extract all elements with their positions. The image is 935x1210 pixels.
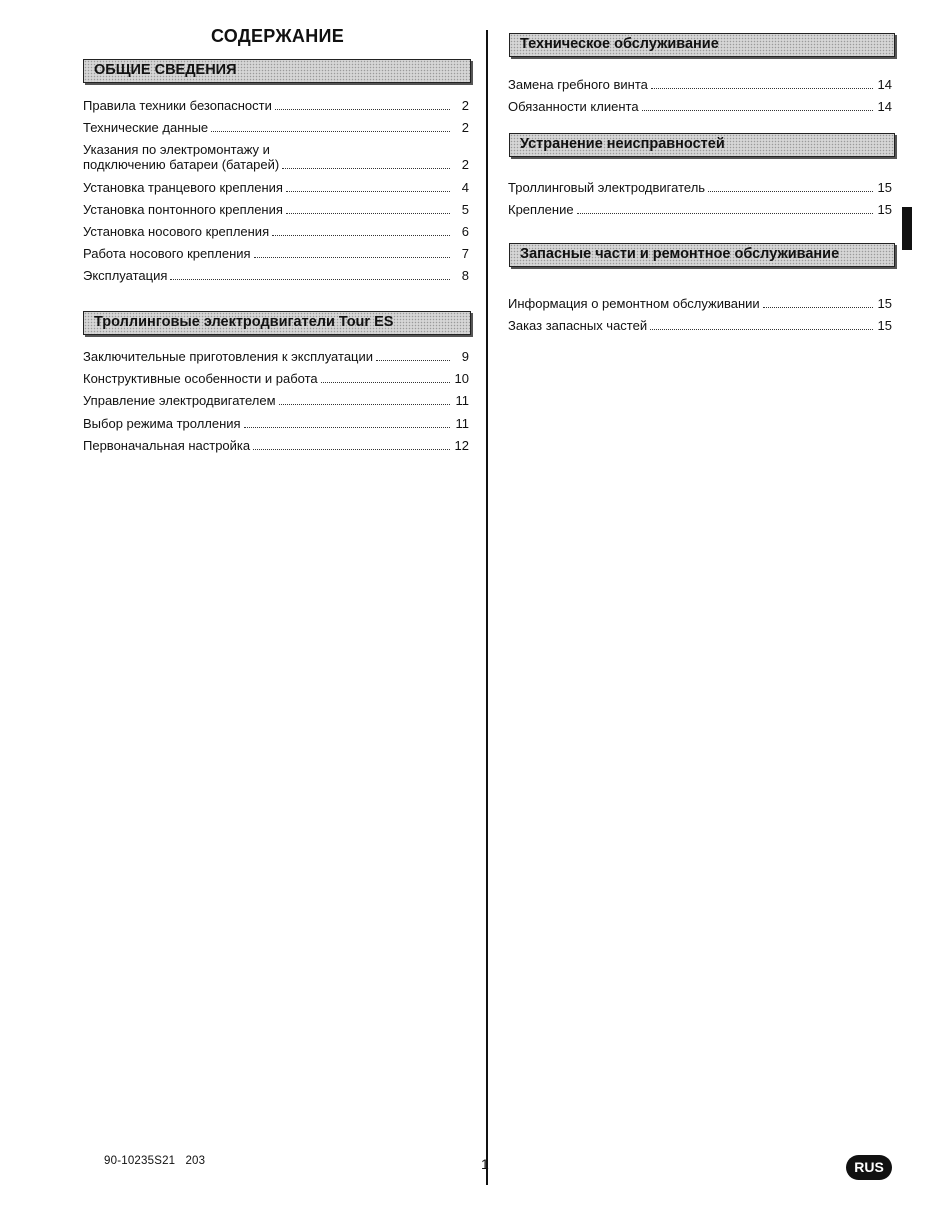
dot-leader bbox=[253, 448, 450, 450]
section-heading-label: Устранение неисправностей bbox=[520, 136, 725, 152]
section-heading-label: Техническое обслуживание bbox=[520, 36, 719, 52]
toc-entry[interactable] bbox=[508, 315, 892, 333]
page-number: 1 bbox=[481, 1156, 489, 1172]
toc-entry-page: 7 bbox=[461, 246, 469, 261]
toc-entry-label: Информация о ремонтном обслуживании bbox=[508, 296, 760, 311]
toc-entry-label: Первоначальная настройка bbox=[83, 438, 251, 453]
dot-leader bbox=[642, 109, 873, 111]
toc-entry-page: 5 bbox=[461, 202, 469, 217]
page-title: СОДЕРЖАНИЕ bbox=[210, 26, 345, 46]
toc-entry-page: 9 bbox=[461, 349, 469, 364]
toc-entry-page: 2 bbox=[461, 120, 469, 135]
section-heading-label: ОБЩИЕ СВЕДЕНИЯ bbox=[94, 62, 237, 78]
dot-leader bbox=[279, 403, 450, 405]
dot-leader bbox=[282, 167, 450, 169]
toc-entry[interactable] bbox=[83, 177, 469, 195]
toc-entry-label: Установка носового крепления bbox=[83, 224, 270, 239]
toc-entry-page: 14 bbox=[877, 99, 892, 114]
toc-entry[interactable] bbox=[83, 435, 469, 453]
dot-leader bbox=[763, 306, 873, 308]
toc-entry-page: 2 bbox=[461, 98, 469, 113]
toc-entry-label: Указания по электромонтажу и подключению батареи (батарей) bbox=[83, 142, 280, 172]
toc-entry-label: Правила техники безопасности bbox=[83, 98, 272, 113]
toc-entry[interactable] bbox=[83, 117, 469, 135]
toc-entry-page: 12 bbox=[454, 438, 469, 453]
dot-leader bbox=[286, 212, 450, 214]
section-heading-maintenance bbox=[509, 33, 895, 57]
dot-leader bbox=[286, 190, 450, 192]
toc-entry-page: 15 bbox=[877, 296, 892, 311]
toc-entry-label: Заключительные приготовления к эксплуатации bbox=[83, 349, 374, 364]
toc-entry[interactable] bbox=[508, 96, 892, 114]
toc-entry[interactable] bbox=[83, 140, 469, 172]
toc-entry-page: 6 bbox=[461, 224, 469, 239]
section-heading-troubleshooting bbox=[509, 133, 895, 157]
toc-entry[interactable] bbox=[83, 243, 469, 261]
dot-leader bbox=[244, 426, 450, 428]
dot-leader bbox=[275, 108, 450, 110]
dot-leader bbox=[651, 87, 873, 89]
column-divider bbox=[486, 30, 488, 1185]
toc-entry-page: 2 bbox=[461, 157, 469, 172]
dot-leader bbox=[321, 381, 450, 383]
toc-entry-page: 15 bbox=[877, 318, 892, 333]
toc-entry-label: Управление электродвигателем bbox=[83, 393, 276, 408]
toc-entry[interactable] bbox=[83, 368, 469, 386]
section-heading-label: Запасные части и ремонтное обслуживание bbox=[520, 246, 840, 262]
toc-entry-label: Работа носового крепления bbox=[83, 246, 251, 261]
toc-entry-label: Замена гребного винта bbox=[508, 77, 648, 92]
toc-entry-label: Установка транцевого крепления bbox=[83, 180, 283, 195]
toc-entry-label: Выбор режима тролления bbox=[83, 416, 241, 431]
dot-leader bbox=[170, 278, 450, 280]
toc-entry[interactable] bbox=[83, 413, 469, 431]
toc-entry[interactable] bbox=[83, 95, 469, 113]
toc-entry[interactable] bbox=[508, 74, 892, 92]
toc-entry-page: 15 bbox=[877, 202, 892, 217]
dot-leader bbox=[272, 234, 450, 236]
dot-leader bbox=[650, 328, 873, 330]
toc-entry-page: 4 bbox=[461, 180, 469, 195]
toc-entry-page: 14 bbox=[877, 77, 892, 92]
section-heading-general bbox=[83, 59, 471, 83]
dot-leader bbox=[376, 359, 450, 361]
toc-entry[interactable] bbox=[83, 265, 469, 283]
toc-entry-page: 11 bbox=[455, 393, 469, 408]
toc-entry-label: Конструктивные особенности и работа bbox=[83, 371, 318, 386]
dot-leader bbox=[577, 212, 873, 214]
section-tab-marker bbox=[902, 207, 912, 250]
toc-entry[interactable] bbox=[83, 390, 469, 408]
toc-entry[interactable] bbox=[508, 293, 892, 311]
toc-entry-label: Обязанности клиента bbox=[508, 99, 639, 114]
toc-entry-label: Троллинговый электродвигатель bbox=[508, 180, 706, 195]
toc-entry[interactable] bbox=[83, 199, 469, 217]
toc-entry[interactable] bbox=[83, 221, 469, 239]
toc-entry[interactable] bbox=[508, 177, 892, 195]
toc-entry[interactable] bbox=[83, 346, 469, 364]
language-badge: RUS bbox=[846, 1155, 892, 1180]
toc-entry[interactable] bbox=[508, 199, 892, 217]
toc-entry-page: 8 bbox=[461, 268, 469, 283]
dot-leader bbox=[254, 256, 450, 258]
toc-entry-page: 10 bbox=[454, 371, 469, 386]
document-number: 90-10235S21 203 bbox=[104, 1155, 206, 1167]
section-heading-label: Троллинговые электродвигатели Tour ES bbox=[94, 314, 394, 330]
section-heading-tour-es bbox=[83, 311, 471, 335]
toc-entry-page: 15 bbox=[877, 180, 892, 195]
toc-entry-label: Технические данные bbox=[83, 120, 209, 135]
dot-leader bbox=[211, 130, 450, 132]
toc-entry-page: 11 bbox=[455, 416, 469, 431]
toc-entry-label: Заказ запасных частей bbox=[508, 318, 648, 333]
toc-entry-label: Эксплуатация bbox=[83, 268, 168, 283]
section-heading-spare-parts bbox=[509, 243, 895, 267]
toc-entry-label: Установка понтонного крепления bbox=[83, 202, 283, 217]
dot-leader bbox=[708, 190, 873, 192]
toc-entry-label: Крепление bbox=[508, 202, 574, 217]
